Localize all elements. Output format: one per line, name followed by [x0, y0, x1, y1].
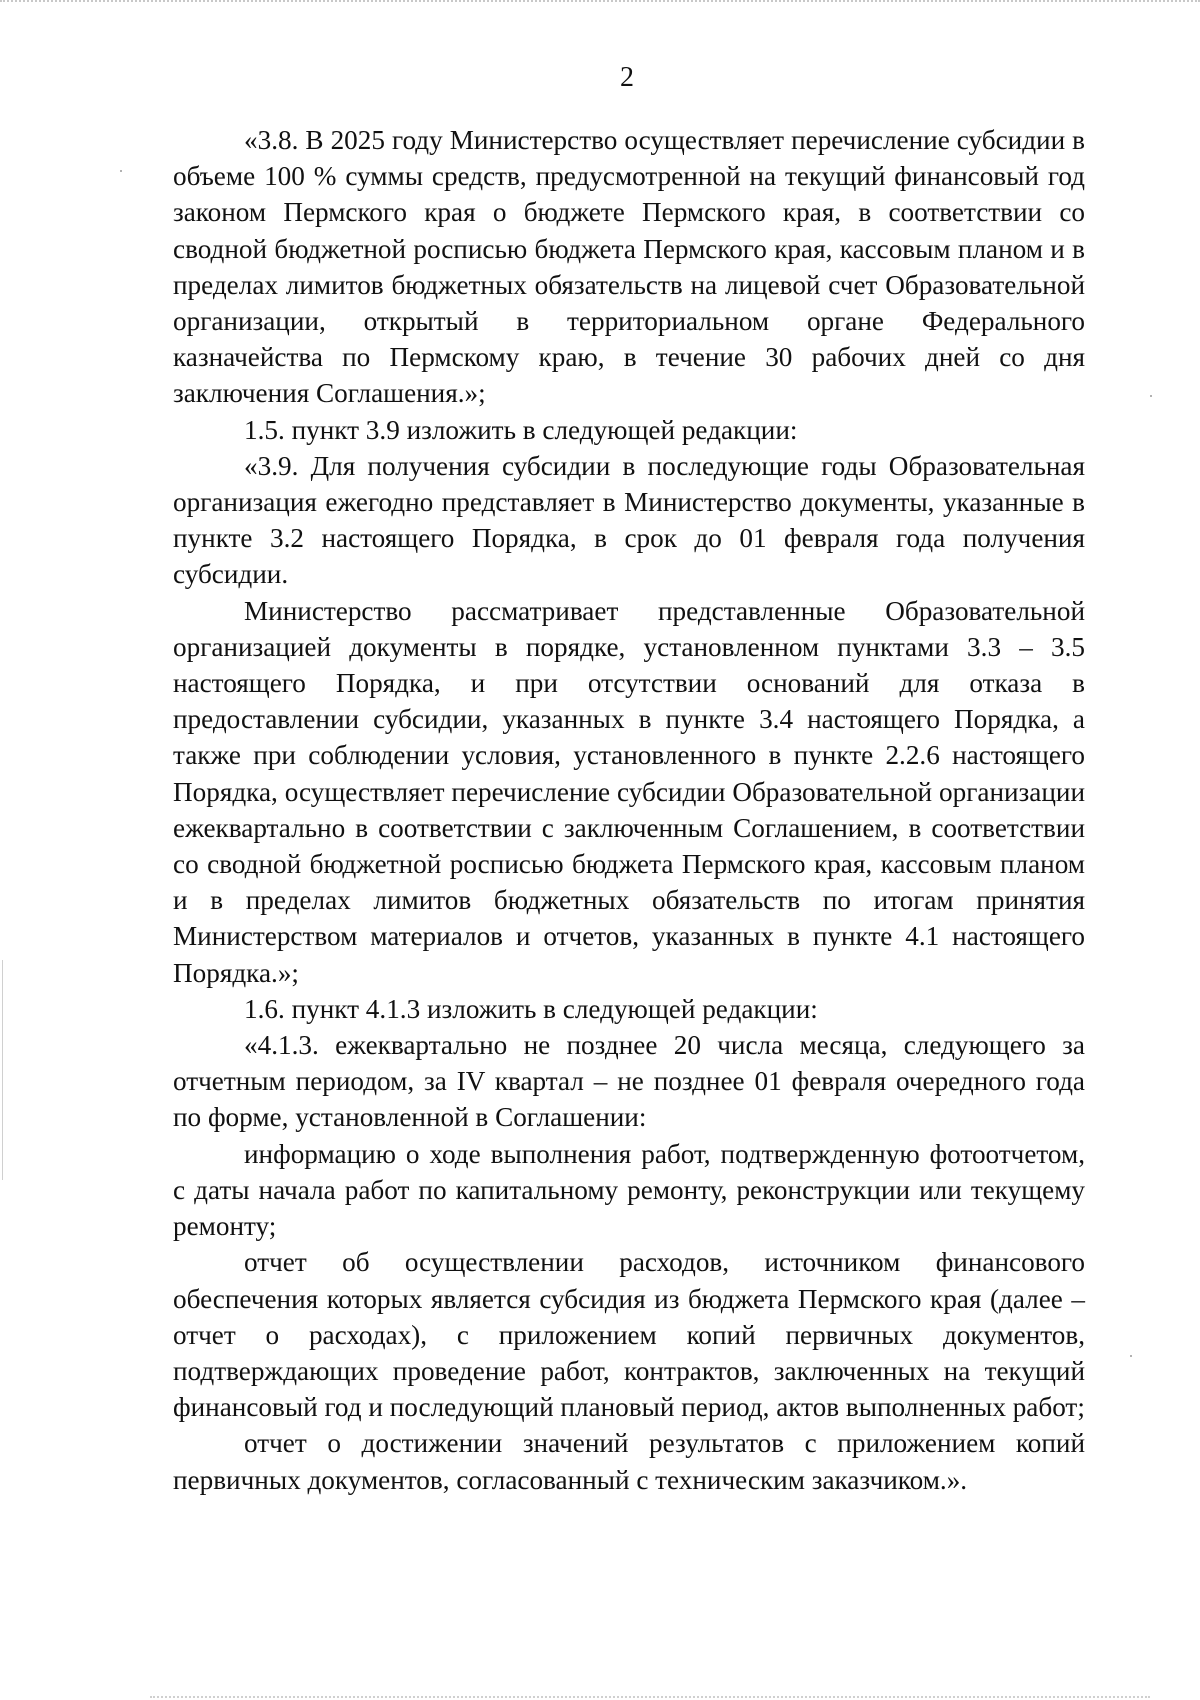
paragraph-1-6: 1.6. пункт 4.1.3 изложить в следующей редакции:: [244, 993, 818, 1024]
paragraph-3-9: «3.9. Для получения субсидии в последующие годы Образовательная организация ежегодно представляет в Министерство документы, указанные в пункте 3.2 настоящего Порядка, в срок до 01 февраля года получения субсидии.: [173, 450, 1085, 590]
paragraph-results-report: отчет о достижении значений результатов с приложением копий первичных документов, согласованный с техническим заказчиком.».: [173, 1428, 1085, 1495]
scan-top-edge: [0, 0, 1200, 5]
document-body: [173, 122, 1085, 1498]
paragraph-expense-report: отчет об осуществлении расходов, источником финансового обеспечения которых является субсидия из бюджета Пермского края (далее – отчет о расходах), с приложением копий первичных документов, подтверждающих проведение работ, контрактов, заключенных на текущий финансовый год и последующий плановый период, актов выполненных работ;: [173, 1247, 1085, 1423]
paragraph-ministry-review: Министерство рассматривает представленные Образовательной организацией документы в порядке, установленном пунктами 3.3 – 3.5 настоящего Порядка, и при отсутствии оснований для отказа в предоставлении субсидии, указанных в пункте 3.4 настоящего Порядка, а также при соблюдении условия, установленного в пункте 2.2.6 настоящего Порядка, осуществляет перечисление субсидии Образовательной организации ежеквартально в соответствии с заключенным Соглашением, в соответствии со сводной бюджетной росписью бюджета Пермского края, кассовым планом и в пределах лимитов бюджетных обязательств по итогам принятия Министерством материалов и отчетов, указанных в пункте 4.1 настоящего Порядка.»;: [173, 595, 1085, 988]
paragraph-4-1-3: «4.1.3. ежеквартально не позднее 20 числа месяца, следующего за отчетным периодом, за IV квартал – не позднее 01 февраля очередного года по форме, установленной в Соглашении:: [173, 1030, 1085, 1133]
paragraph-progress-info: информацию о ходе выполнения работ, подтвержденную фотоотчетом, с даты начала работ по капитальному ремонту, реконструкции или текущему ремонту;: [173, 1138, 1085, 1242]
scan-bottom-edge: [150, 1693, 1150, 1698]
paragraph-3-8: «3.8. В 2025 году Министерство осуществляет перечисление субсидии в объеме 100 % суммы средств, предусмотренной на текущий финансовый год законом Пермского края о бюджете Пермского края, в соответствии со сводной бюджетной росписью бюджета Пермского края, кассовым планом и в пределах лимитов бюджетных обязательств на лицевой счет Образовательной организации, открытый в территориальном органе Федерального казначейства по Пермскому краю, в течение 30 рабочих дней со дня заключения Соглашения.»;: [173, 125, 1085, 409]
scan-speck: [120, 170, 122, 172]
paragraph-1-5: 1.5. пункт 3.9 изложить в следующей редакции:: [244, 414, 798, 445]
scan-speck: [1130, 1355, 1132, 1357]
scan-speck: [1150, 395, 1152, 397]
page-number: 2: [620, 62, 634, 93]
scan-left-edge: [2, 960, 3, 1180]
